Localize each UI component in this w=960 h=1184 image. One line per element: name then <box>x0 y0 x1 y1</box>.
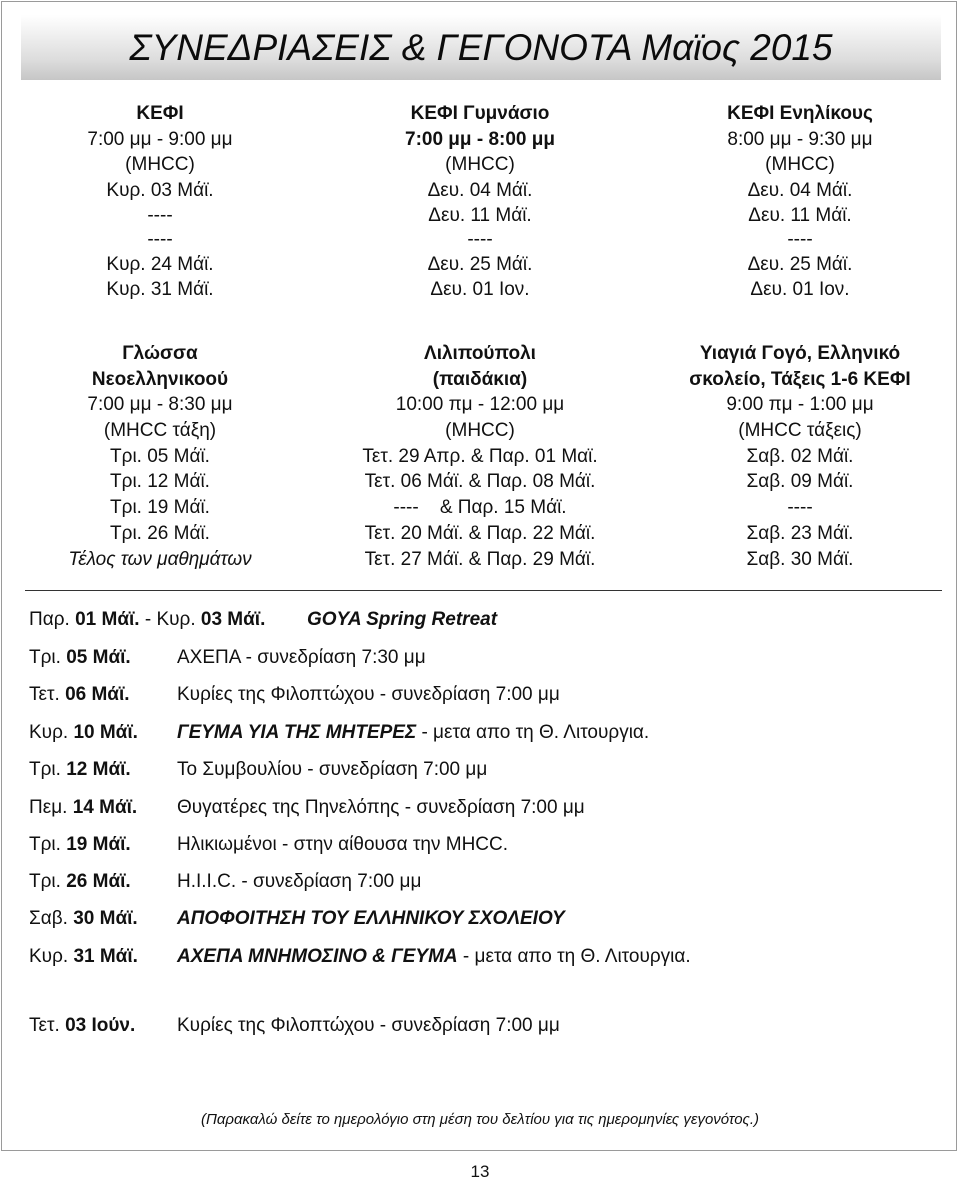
schedule-place: (MHCC) <box>445 420 515 442</box>
event-date <box>29 757 131 783</box>
title-banner <box>21 15 941 80</box>
schedule-date: Τρι. 26 Μάϊ. <box>110 522 210 544</box>
schedule-date: Δευ. 11 Μάϊ. <box>428 204 532 226</box>
schedule-date: Δευ. 04 Μάϊ. <box>427 180 533 202</box>
event-text <box>177 645 426 671</box>
schedule-date: Τρι. 12 Μάϊ. <box>110 471 210 493</box>
schedule-time: 7:00 μμ - 9:00 μμ <box>87 128 233 150</box>
schedule-date: Δευ. 04 Μάϊ. <box>747 180 853 202</box>
schedule-date: Τρι. 05 Μάϊ. <box>110 445 210 467</box>
schedule-heading: Υιαγιά Γογό, Ελληνικό <box>699 343 901 364</box>
schedule-time: 8:00 μμ - 9:30 μμ <box>727 128 873 150</box>
event-text <box>177 1013 560 1039</box>
schedule-date: Τετ. 27 Μάϊ. & Παρ. 29 Μάϊ. <box>364 548 596 570</box>
schedule-subheading: σκολείο, Τάξεις 1-6 ΚΕΦΙ <box>689 368 911 390</box>
schedule-subheading: (παιδάκια) <box>432 368 528 390</box>
schedule-date: Τετ. 29 Απρ. & Παρ. 01 Μαϊ. <box>362 445 598 467</box>
schedule-date: Τετ. 20 Μάϊ. & Παρ. 22 Μάϊ. <box>364 522 596 544</box>
schedule-date: ---- <box>147 228 173 250</box>
event-day: Τετ. <box>29 1015 66 1036</box>
schedule-subheading: Νεοελληνικοού <box>91 368 229 390</box>
schedule-date: Δευ. 25 Μάϊ. <box>747 253 853 275</box>
event-text <box>307 607 497 633</box>
schedule-heading: ΚΕΦΙ Ενηλίκους <box>727 103 873 124</box>
event-day: Τρι. <box>29 647 67 668</box>
event-description: - μετα απο τη Θ. Λιτουργια. <box>416 722 650 743</box>
event-date <box>29 1013 135 1039</box>
event-description: Κυρίες της Φιλοπτώχου - συνεδρίαση 7:00 μμ <box>177 684 560 705</box>
schedule-place: (MHCC τάξη) <box>103 420 217 442</box>
event-date <box>29 645 131 671</box>
schedule-date: Κυρ. 03 Μάϊ. <box>106 180 214 202</box>
event-date-value: 12 Μάϊ. <box>66 759 131 780</box>
event-date <box>29 869 131 895</box>
event-date-value: 14 Μάϊ. <box>72 797 138 818</box>
section-divider <box>25 590 942 591</box>
event-text <box>177 757 487 783</box>
schedule-date: Δευ. 25 Μάϊ. <box>427 253 533 275</box>
event-date <box>29 720 138 746</box>
schedule-place: (MHCC τάξεις) <box>738 420 862 442</box>
event-text <box>177 869 421 895</box>
event-description: Θυγατέρες της Πηνελόπης - συνεδρίαση 7:00 μμ <box>177 797 585 818</box>
event-date-value: 19 Μάϊ. <box>66 834 131 855</box>
event-date-value: 10 Μάϊ. <box>73 722 138 743</box>
event-date-value: 30 Μάϊ. <box>73 908 138 929</box>
event-day: Τρι. <box>29 759 67 780</box>
schedule-date: ---- <box>467 228 493 250</box>
event-date-value: 31 Μάϊ. <box>73 946 138 967</box>
schedule-date: Δευ. 11 Μάϊ. <box>748 204 852 226</box>
schedule-date: Κυρ. 24 Μάϊ. <box>106 253 214 275</box>
event-date <box>29 944 138 970</box>
schedule-lilipoupoli <box>320 341 640 572</box>
schedule-date: ---- <box>147 204 173 226</box>
event-day: Τετ. <box>29 684 66 705</box>
schedule-kefi-gymnasio <box>360 101 600 303</box>
schedule-time: 7:00 μμ - 8:00 μμ <box>405 128 555 150</box>
event-emphasis: GOYA Spring Retreat <box>307 609 498 630</box>
event-description: ΑΧΕΠΑ - συνεδρίαση 7:30 μμ <box>177 647 426 668</box>
event-date <box>29 832 131 858</box>
event-text <box>177 682 560 708</box>
event-day: Πεμ. <box>29 797 73 818</box>
event-day: Κυρ. <box>29 946 74 967</box>
schedule-heading: ΚΕΦΙ Γυμνάσιο <box>410 103 550 124</box>
schedule-date: ---- <box>787 228 813 250</box>
schedule-date: Κυρ. 31 Μάϊ. <box>106 279 214 301</box>
schedule-kefi-adults <box>680 101 920 303</box>
event-date <box>29 682 130 708</box>
schedule-heading: ΚΕΦΙ <box>136 103 184 124</box>
event-date <box>29 607 265 633</box>
schedule-note: Τέλος των μαθημάτων <box>68 548 252 570</box>
event-description: Κυρίες της Φιλοπτώχου - συνεδρίαση 7:00 μμ <box>177 1015 560 1036</box>
event-text <box>177 906 565 932</box>
schedule-date: ---- & Παρ. 15 Μάϊ. <box>393 497 567 519</box>
schedule-date: Δευ. 01 Ιον. <box>430 279 530 301</box>
event-emphasis: ΑΧΕΠΑ ΜΝΗΜΟΣΙΝΟ & ΓΕΥΜΑ <box>177 946 458 967</box>
schedule-kefi <box>60 101 260 303</box>
event-description: Ηλικιωμένοι - στην αίθουσα την MHCC. <box>177 834 509 855</box>
event-description: Το Συμβουλίου - συνεδρίαση 7:00 μμ <box>177 759 488 780</box>
event-description: H.I.I.C. - συνεδρίαση 7:00 μμ <box>177 871 422 892</box>
schedule-date: Δευ. 01 Ιον. <box>750 279 850 301</box>
schedule-heading: Γλώσσα <box>122 343 198 364</box>
event-date-value: 06 Μάϊ. <box>65 684 130 705</box>
event-date <box>29 795 137 821</box>
schedule-date: Σαβ. 23 Μάϊ. <box>746 522 854 544</box>
event-day: Τρι. <box>29 871 67 892</box>
event-day: Παρ. <box>29 609 76 630</box>
schedule-time: 9:00 πμ - 1:00 μμ <box>726 394 874 416</box>
event-emphasis: ΑΠΟΦΟΙΤΗΣΗ ΤΟΥ ΕΛΛΗΝΙΚΟΥ ΣΧΟΛΕΙΟΥ <box>177 908 565 929</box>
schedule-date: ---- <box>787 497 813 519</box>
event-day: Τρι. <box>29 834 67 855</box>
event-day: Σαβ. <box>29 908 74 929</box>
event-date-value: 03 Ιούν. <box>65 1015 136 1036</box>
event-date-value: 01 Μάϊ. <box>75 609 140 630</box>
schedule-greek-language <box>40 341 280 572</box>
event-emphasis: ΓΕΥΜΑ ΥΙΑ ΤΗΣ ΜΗΤΕΡΕΣ <box>177 722 417 743</box>
event-date-value: 26 Μάϊ. <box>66 871 131 892</box>
event-text <box>177 944 691 970</box>
event-date-value: 05 Μάϊ. <box>66 647 131 668</box>
event-text <box>177 832 508 858</box>
schedule-heading: Λιλιπούπολι <box>424 343 536 364</box>
schedule-time: 10:00 πμ - 12:00 μμ <box>395 394 565 416</box>
schedule-date: Σαβ. 09 Μάϊ. <box>746 471 854 493</box>
event-date-value: 03 Μάϊ. <box>200 609 266 630</box>
event-text <box>177 720 649 746</box>
schedule-place: (MHCC) <box>445 154 515 176</box>
event-day: Κυρ. <box>29 722 74 743</box>
schedule-time: 7:00 μμ - 8:30 μμ <box>87 394 233 416</box>
footnote: (Παρακαλώ δείτε το ημερολόγιο στη μέση του δελτίου για τις ημερομηνίες γεγονότος.) <box>200 1111 760 1128</box>
schedule-greek-school <box>650 341 950 572</box>
schedule-date: Τετ. 06 Μάϊ. & Παρ. 08 Μάϊ. <box>364 471 596 493</box>
schedule-place: (MHCC) <box>125 154 195 176</box>
schedule-date: Σαβ. 02 Μάϊ. <box>746 445 854 467</box>
schedule-place: (MHCC) <box>765 154 835 176</box>
schedule-date: Σαβ. 30 Μάϊ. <box>746 548 854 570</box>
event-description: - μετα απο τη Θ. Λιτουργια. <box>457 946 691 967</box>
event-date <box>29 906 138 932</box>
event-text <box>177 795 585 821</box>
page-title: ΣΥΝΕΔΡΙΑΣΕΙΣ & ΓΕΓΟΝΟΤΑ Μαϊος 2015 <box>129 26 833 68</box>
event-date-sep: - Κυρ. <box>139 609 201 630</box>
schedule-date: Τρι. 19 Μάϊ. <box>110 497 210 519</box>
page-number: 13 <box>470 1162 490 1181</box>
